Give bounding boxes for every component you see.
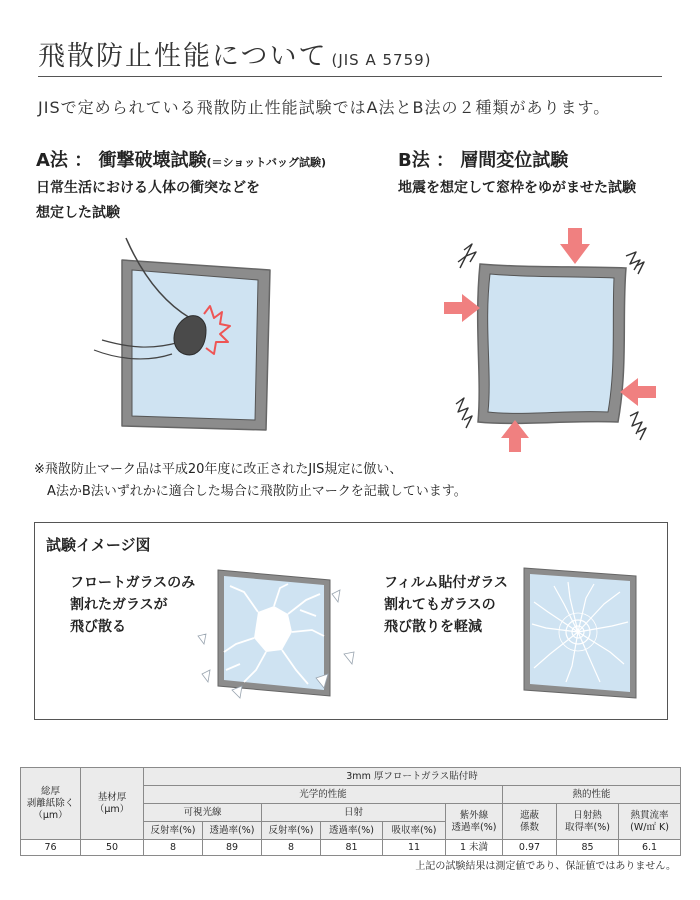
title-divider xyxy=(38,76,662,77)
value-solar-reflectance: 8 xyxy=(262,840,321,856)
header-base-label: 基材厚 xyxy=(97,791,127,803)
header-heat-flow xyxy=(619,804,681,840)
film-caption-line2: 割れてもガラスの xyxy=(384,597,496,613)
page-title-standard: (JIS A 5759) xyxy=(331,51,432,69)
header-uv-label: 紫外線 xyxy=(459,809,489,821)
intro-text: JISで定められている飛散防止性能試験ではA法とB法の２種類があります。 xyxy=(38,98,611,117)
value-visible-reflectance: 8 xyxy=(144,840,203,856)
footnote-line2: A法かB法いずれかに適合した場合に飛散防止マークを記載しています。 xyxy=(47,484,467,499)
header-base-unit: （μm） xyxy=(94,803,130,815)
header-total-thickness xyxy=(21,768,81,840)
header-visible-reflectance: 反射率(%) xyxy=(144,822,203,840)
method-b-illustration xyxy=(430,226,670,456)
value-shading-coefficient: 0.97 xyxy=(503,840,557,856)
value-visible-transmittance: 89 xyxy=(203,840,262,856)
header-base-thickness xyxy=(81,768,144,840)
header-flow-label: 熱貫流率 xyxy=(630,809,669,821)
header-flow-sub: (W/㎡ K) xyxy=(630,821,669,833)
method-a-illustration xyxy=(80,230,280,440)
float-glass-caption xyxy=(70,572,195,638)
method-b-description: 地震を想定して窓枠をゆがませた試験 xyxy=(398,180,636,196)
table-row xyxy=(21,840,681,856)
header-optical: 光学的性能 xyxy=(144,786,503,804)
page-title: 飛散防止性能について (JIS A 5759) xyxy=(38,41,432,72)
method-b-heading: B法 ： 層間変位試験 xyxy=(398,150,569,171)
method-a-heading: A法 ： 衝撃破壊試験(＝ショットバッグ試験) xyxy=(36,150,327,171)
float-caption-line3: 飛び散る xyxy=(70,619,126,635)
header-shade-sub: 係数 xyxy=(519,821,539,833)
disclaimer: 上記の試験結果は測定値であり、保証値ではありません。 xyxy=(415,861,676,872)
film-caption-line3: 飛び散りを軽減 xyxy=(384,619,482,635)
footnote xyxy=(34,459,467,503)
header-visible-transmittance: 透過率(%) xyxy=(203,822,262,840)
distorted-window-glass xyxy=(488,274,614,413)
header-thermal: 熱的性能 xyxy=(503,786,681,804)
header-solar-transmittance: 透過率(%) xyxy=(321,822,383,840)
header-shade-label: 遮蔽 xyxy=(519,809,539,821)
header-total-label: 総厚 xyxy=(40,785,60,797)
value-heat-gain: 85 xyxy=(557,840,619,856)
method-a-description xyxy=(36,176,260,226)
header-gain-sub: 取得率(%) xyxy=(565,821,610,833)
film-glass-caption xyxy=(384,572,508,638)
header-gain-label: 日射熱 xyxy=(573,809,602,821)
value-base: 50 xyxy=(81,840,144,856)
header-heat-gain xyxy=(557,804,619,840)
film-glass-cracked-illustration xyxy=(520,564,638,704)
header-uv-sub: 透過率(%) xyxy=(451,821,497,833)
value-heat-flow: 6.1 xyxy=(619,840,681,856)
header-uv xyxy=(446,804,503,840)
film-caption-line1: フィルム貼付ガラス xyxy=(384,575,508,591)
float-caption-line2: 割れたガラスが xyxy=(70,597,168,613)
method-a-desc-line1: 日常生活における人体の衝突などを xyxy=(36,180,260,196)
header-total-sub: 剥離紙除く xyxy=(26,797,75,809)
value-solar-absorptance: 11 xyxy=(383,840,446,856)
value-total: 76 xyxy=(21,840,81,856)
float-caption-line1: フロートガラスのみ xyxy=(70,575,196,591)
test-image-title: 試験イメージ図 xyxy=(46,536,151,554)
spec-table xyxy=(20,767,681,856)
method-a-heading-sub: (＝ショットバッグ試験) xyxy=(206,156,327,169)
value-uv-transmittance: 1 未満 xyxy=(446,840,503,856)
float-glass-broken-illustration xyxy=(196,566,361,706)
header-shading xyxy=(503,804,557,840)
footnote-line1: ※飛散防止マーク品は平成20年度に改正されたJIS規定に倣い、 xyxy=(34,462,403,477)
header-solar-absorptance: 吸収率(%) xyxy=(383,822,446,840)
header-visible-light: 可視光線 xyxy=(144,804,262,822)
value-solar-transmittance: 81 xyxy=(321,840,383,856)
header-total-unit: （μm） xyxy=(33,809,68,821)
header-condition: 3mm 厚フロートガラス貼付時 xyxy=(144,768,681,786)
method-a-desc-line2: 想定した試験 xyxy=(36,205,120,221)
header-solar: 日射 xyxy=(262,804,446,822)
header-solar-reflectance: 反射率(%) xyxy=(262,822,321,840)
